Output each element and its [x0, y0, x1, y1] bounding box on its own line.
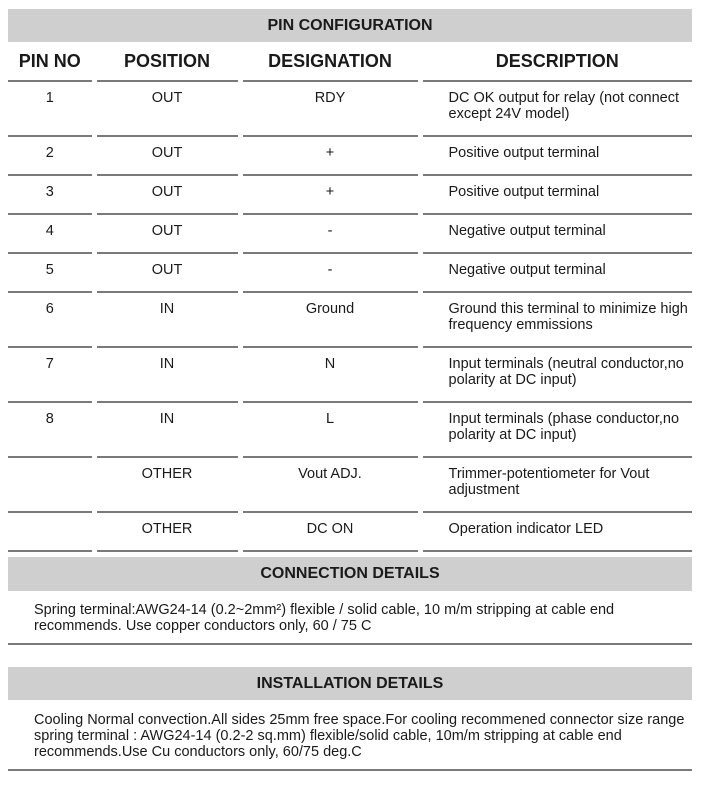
- pin-number: 2: [8, 136, 94, 175]
- pin-position: OUT: [94, 81, 240, 136]
- pin-description: Negative output terminal: [420, 214, 692, 253]
- table-row: [8, 81, 692, 136]
- pin-position: OTHER: [94, 457, 240, 512]
- pin-description: Input terminals (phase conductor,no polarity at DC input): [420, 402, 692, 457]
- pin-designation: Ground: [240, 292, 420, 347]
- pin-designation: +: [240, 175, 420, 214]
- pin-description: Negative output terminal: [420, 253, 692, 292]
- table-row: [8, 402, 692, 457]
- table-row: [8, 292, 692, 347]
- pin-position: IN: [94, 402, 240, 457]
- table-row: [8, 214, 692, 253]
- pin-number: 4: [8, 214, 94, 253]
- pin-configuration-heading: PIN CONFIGURATION: [8, 9, 692, 42]
- pin-designation: -: [240, 214, 420, 253]
- table-row: [8, 253, 692, 292]
- pin-position: OUT: [94, 214, 240, 253]
- pin-designation: Vout ADJ.: [240, 457, 420, 512]
- pin-position: OUT: [94, 136, 240, 175]
- pin-number: 6: [8, 292, 94, 347]
- pin-designation: RDY: [240, 81, 420, 136]
- table-row: [8, 136, 692, 175]
- table-row: [8, 512, 692, 551]
- header-pin-no: PIN NO: [8, 42, 94, 81]
- pin-position: IN: [94, 292, 240, 347]
- connection-details-text: Spring terminal:AWG24-14 (0.2~2mm²) flexible / solid cable, 10 m/m stripping at cable end recommends. Use copper conductors only, 60 / 75 C: [34, 602, 615, 634]
- pin-description: Input terminals (neutral conductor,no polarity at DC input): [420, 347, 692, 402]
- header-description: DESCRIPTION: [420, 42, 692, 81]
- pin-number: 7: [8, 347, 94, 402]
- installation-details-heading: INSTALLATION DETAILS: [8, 667, 692, 700]
- pin-description: Ground this terminal to minimize high frequency emmissions: [420, 292, 692, 347]
- pin-number: 5: [8, 253, 94, 292]
- section-divider: [8, 643, 692, 645]
- pin-description: Positive output terminal: [420, 175, 692, 214]
- pin-number: 1: [8, 81, 94, 136]
- pin-designation: DC ON: [240, 512, 420, 551]
- pin-position: OTHER: [94, 512, 240, 551]
- pin-designation: -: [240, 253, 420, 292]
- section-divider: [8, 769, 692, 771]
- pin-designation: L: [240, 402, 420, 457]
- pin-description: Operation indicator LED: [420, 512, 692, 551]
- table-header-row: [8, 42, 692, 81]
- pin-description: DC OK output for relay (not connect except 24V model): [420, 81, 692, 136]
- header-designation: DESIGNATION: [240, 42, 420, 81]
- installation-details-text: Cooling Normal convection.All sides 25mm free space.For cooling recommened connector size range spring terminal : AWG24-14 (0.2-2 sq.mm) flexible/solid cable, 10m/m stripping at cable end recommends.Use Cu conductors only, 60/75 deg.C: [34, 712, 685, 760]
- pin-number: 3: [8, 175, 94, 214]
- header-position: POSITION: [94, 42, 240, 81]
- connection-details-heading: CONNECTION DETAILS: [8, 557, 692, 591]
- pin-description: Trimmer-potentiometer for Vout adjustment: [420, 457, 692, 512]
- pin-number: [8, 457, 94, 512]
- pin-configuration-table: [8, 42, 692, 552]
- pin-designation: N: [240, 347, 420, 402]
- table-row: [8, 457, 692, 512]
- pin-number: [8, 512, 94, 551]
- pin-position: OUT: [94, 253, 240, 292]
- pin-position: OUT: [94, 175, 240, 214]
- pin-designation: +: [240, 136, 420, 175]
- table-row: [8, 175, 692, 214]
- pin-description: Positive output terminal: [420, 136, 692, 175]
- table-row: [8, 347, 692, 402]
- pin-position: IN: [94, 347, 240, 402]
- pin-number: 8: [8, 402, 94, 457]
